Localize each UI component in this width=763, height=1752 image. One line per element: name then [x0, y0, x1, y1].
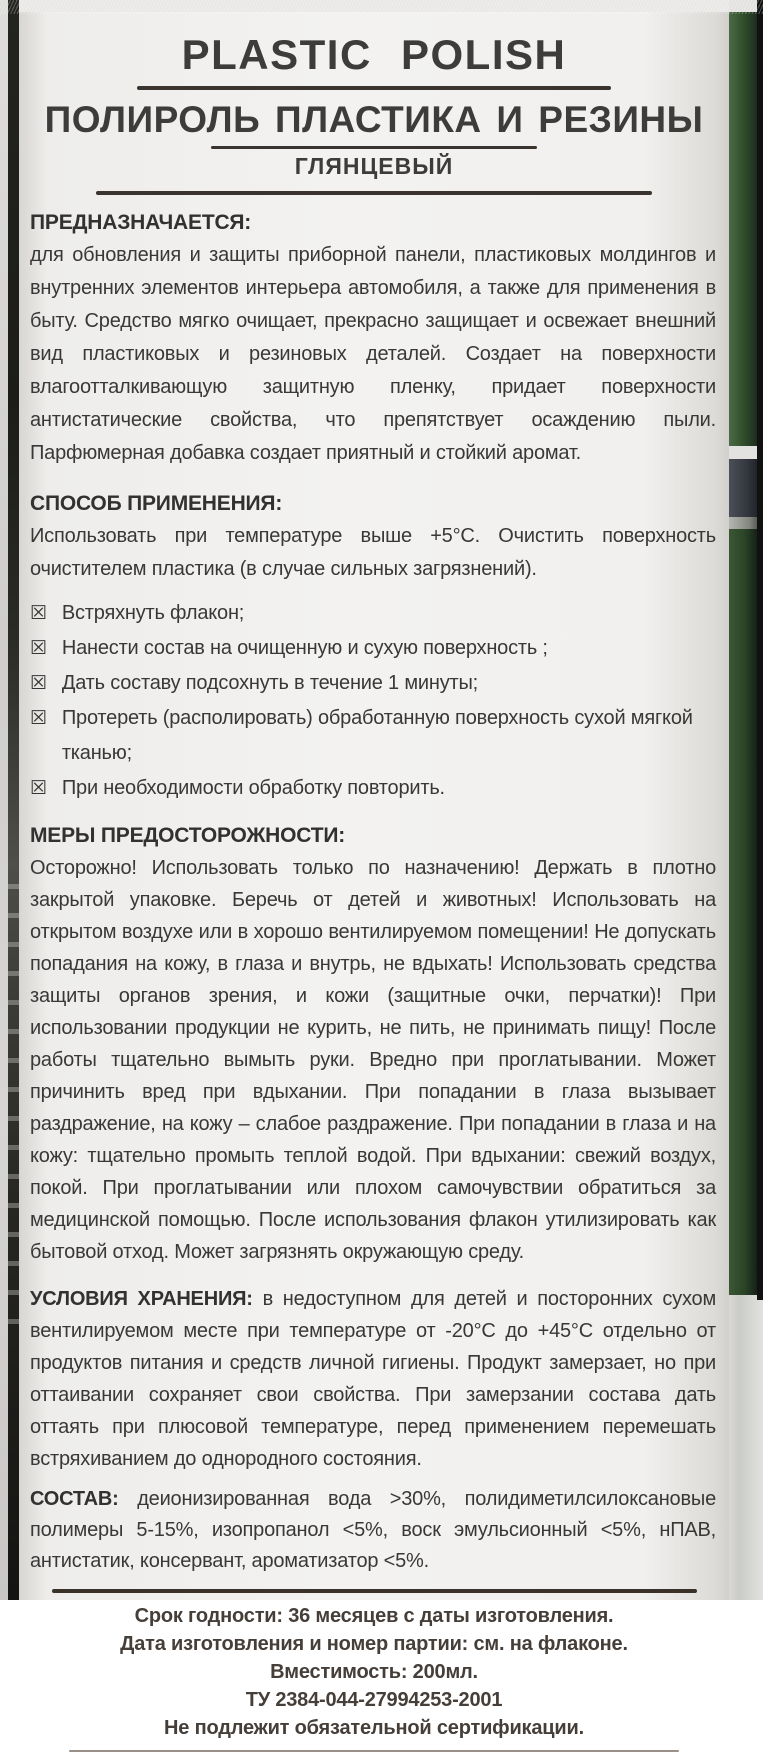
precautions-text: Осторожно! Использовать только по назначению! Держать в плотно закрытой упаковке. Беречь от детей и животных! Использовать на открытом воздухе или в хорошо вентилируемом помещении! Не допускать попадания на кожу, в глаза и внутрь, не вдыхать! Использовать средства защиты органов зрения, и кожи (защитные очки, перчатки)! При использовании продукции не курить, не пить, не принимать пищу! После работы тщательно вымыть руки. Вредно при проглатывании. Может причинить вред при вдыхании. При попадании в глаза вызывает раздражение, на кожу – слабое раздражение. При попадании в глаза и на кожу: тщательно промыть теплой водой. При вдыхании: свежий воздух, покой. При проглатывании или плохом самочувствии обратиться за медицинской помощью. После использования флакон утилизировать как бытовой отход. Может загрязнять окружающую среду.	[30, 857, 716, 1263]
tu-standard-line: ТУ 2384-044-27994253-2001	[245, 1689, 503, 1711]
bottle-left-edge	[8, 0, 19, 1600]
finish-type-subtitle: ГЛЯНЦЕВЫЙ	[294, 153, 454, 179]
label-content	[19, 211, 729, 1577]
title-divider-bottom	[96, 191, 652, 195]
composition-text: деионизированная вода >30%, полидиметилсилоксановые полимеры 5-15%, изопропанол <5%, воск эмульсионный <5%, нПАВ, антистатик, консервант, ароматизатор <5%.	[30, 1488, 717, 1572]
purpose-text: для обновления и защиты приборной панели, пластиковых молдингов и внутренних элементов интерьера автомобиля, а также для применения в быту. Средство мягко очищает, прекрасно защищает и освежает внешний вид пластиковых и резиновых деталей. Создает на поверхности влагоотталкивающую защитную пленку, придает поверхности антистатические свойства, что препятствует осаждению пыли. Парфюмерная добавка создает приятный и стойкий аромат.	[30, 244, 716, 464]
volume-line: Вместимость: 200мл.	[270, 1661, 478, 1683]
storage-text: в недоступном для детей и посторонних сухом вентилируемом месте при температуре от -20°C до +45°C отдельно от продуктов питания и средств личной гигиены. Продукт замерзает, но при оттаивании сохраняет свои свойства. При замерзании состава дать оттаять при плюсовой температуре, перед применением перемешать встряхиванием до однородного состояния.	[30, 1288, 717, 1470]
storage-paragraph	[30, 1283, 716, 1475]
bottle-left-highlight	[0, 0, 8, 1600]
usage-steps-list	[30, 596, 716, 806]
usage-step-text: Встряхнуть флакон;	[61, 602, 245, 624]
product-title-en: PLASTIC POLISH	[181, 31, 567, 78]
footer-info-block	[19, 1602, 729, 1742]
title-divider-middle	[211, 146, 537, 149]
usage-step-item	[30, 771, 716, 806]
shelf-life-line: Срок годности: 36 месяцев с даты изготовления.	[134, 1605, 614, 1627]
usage-step-item	[30, 596, 716, 631]
bottle-edge-line	[733, 1295, 742, 1600]
product-title-ru: ПОЛИРОЛЬ ПЛАСТИКА И РЕЗИНЫ	[44, 99, 704, 140]
bottle-top-edge	[0, 0, 763, 14]
product-label	[19, 12, 729, 1739]
usage-step-item	[30, 666, 716, 701]
checked-checkbox-icon: ☒	[30, 638, 47, 659]
usage-step-item	[30, 631, 716, 666]
usage-intro-text: Использовать при температуре выше +5°C. Очистить поверхность очистителем пластика (в случае сильных загрязнений).	[30, 525, 716, 580]
checked-checkbox-icon: ☒	[30, 708, 47, 729]
section-purpose-heading: ПРЕДНАЗНАЧАЕТСЯ:	[30, 211, 252, 234]
checked-checkbox-icon: ☒	[30, 603, 47, 624]
usage-step-item	[30, 701, 716, 771]
usage-step-text: Дать составу подсохнуть в течение 1 минуты;	[61, 672, 478, 694]
section-composition-heading: СОСТАВ:	[30, 1488, 119, 1510]
section-storage-heading: УСЛОВИЯ ХРАНЕНИЯ:	[30, 1288, 253, 1310]
checked-checkbox-icon: ☒	[30, 673, 47, 694]
bottle-shadow-column	[757, 0, 763, 1300]
section-usage-heading: СПОСОБ ПРИМЕНЕНИЯ:	[30, 492, 283, 515]
batch-info-line: Дата изготовления и номер партии: см. на флаконе.	[120, 1633, 628, 1655]
bottle-right-edge	[729, 0, 763, 1600]
composition-paragraph	[30, 1484, 716, 1577]
checked-checkbox-icon: ☒	[30, 778, 47, 799]
section-precautions-heading: МЕРЫ ПРЕДОСТОРОЖНОСТИ:	[30, 824, 346, 847]
footer-divider	[52, 1589, 697, 1593]
usage-step-text: При необходимости обработку повторить.	[61, 777, 445, 799]
usage-step-text: Нанести состав на очищенную и сухую поверхность ;	[61, 637, 548, 659]
bottle-left-reflections	[8, 860, 19, 1340]
label-title-block	[19, 12, 729, 195]
certification-line: Не подлежит обязательной сертификации.	[164, 1717, 584, 1739]
title-divider-top	[137, 86, 611, 90]
usage-step-text: Протереть (располировать) обработанную поверхность сухой мягкой тканью;	[61, 707, 693, 764]
